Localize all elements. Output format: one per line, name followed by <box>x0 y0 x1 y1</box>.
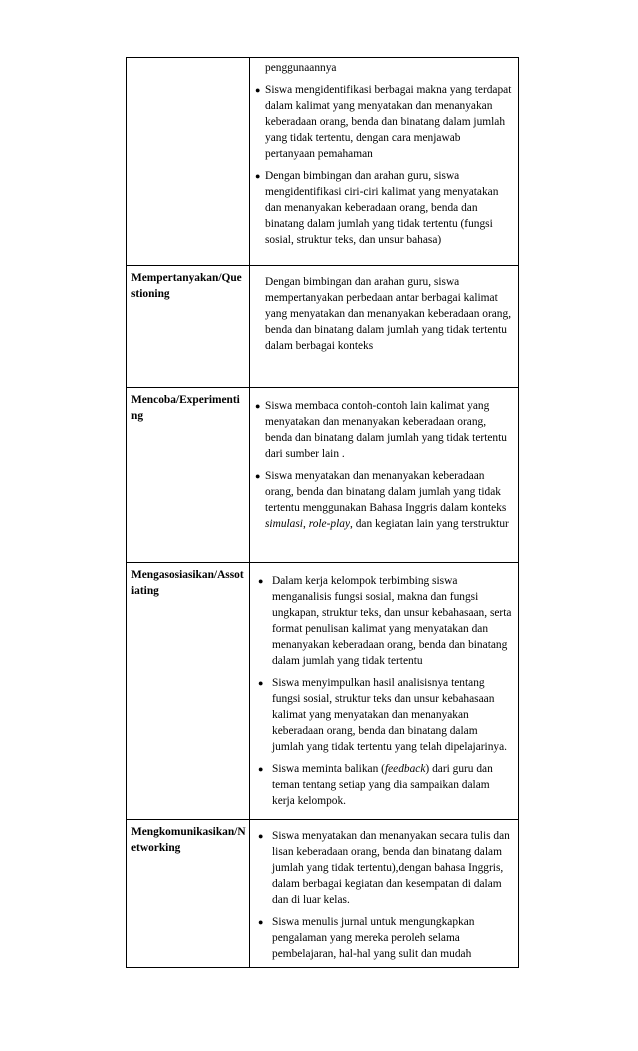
step-activities <box>250 820 518 967</box>
list-item: ● Siswa mengidentifikasi berbagai makna yang terdapat dalam kalimat yang menyatakan dan menanyakan keberadaan orang, benda dan binatang dalam jumlah yang tidak tertentu, dengan cara menjawab pertanyaan pemahaman <box>255 84 512 160</box>
table-row <box>127 388 518 563</box>
list-item: ● Dengan bimbingan dan arahan guru, siswa mengidentifikasi ciri-ciri kalimat yang menyatakan dan menanyakan keberadaan orang, benda dan binatang dalam jumlah yang tidak tertentu (fungsi sosial, struktur teks, dan unsur bahasa) <box>255 170 499 246</box>
bullet-icon: ● <box>258 764 264 774</box>
step-label: Mencoba/Experimenting <box>127 388 250 562</box>
bullet-icon: ● <box>258 576 264 586</box>
activity-text: Dengan bimbingan dan arahan guru, siswa mempertanyakan perbedaan antar berbagai kalimat yang menyatakan dan menanyakan keberadaan orang, benda dan binatang dalam jumlah yang tidak tertentu dalam berbagai konteks <box>265 276 512 352</box>
step-activities <box>250 266 518 387</box>
step-label: Mengasosiasikan/Assotiating <box>127 563 250 819</box>
bullet-icon: ● <box>255 85 261 95</box>
list-item: ● Siswa meminta balikan (feedback) dari guru dan teman tentang setiap yang dia sampaikan dalam kerja kelompok. <box>258 763 493 807</box>
bullet-icon: ● <box>258 831 264 841</box>
list-item: ● Siswa membaca contoh-contoh lain kalimat yang menyatakan dan menanyakan keberadaan orang, benda dan binatang dalam jumlah yang tidak tertentu dari sumber lain . <box>255 400 507 460</box>
italic-term: feedback <box>384 763 426 775</box>
table-row <box>127 820 518 968</box>
italic-term: role-play <box>308 518 351 530</box>
step-activities <box>250 563 518 819</box>
bullet-icon: ● <box>258 917 264 927</box>
list-item: ● Siswa menyatakan dan menanyakan keberadaan orang, benda dan binatang dalam jumlah yang tidak tertentu menggunakan Bahasa Inggris dalam konteks simulasi, role-play, dan kegiatan lain yang terstruktur <box>255 470 509 530</box>
table-row <box>127 266 518 388</box>
step-label <box>127 58 250 265</box>
step-activities <box>250 388 518 562</box>
bullet-icon: ● <box>255 401 261 411</box>
learning-steps-table <box>126 57 519 968</box>
step-label: Mengkomunikasikan/Networking <box>127 820 250 967</box>
list-item: ● Siswa menyimpulkan hasil analisisnya tentang fungsi sosial, struktur teks dan unsur kebahasaan kalimat yang menyatakan dan menanyakan keberadaan orang, benda dan binatang dalam jumlah yang tidak tertentu yang telah dipelajarinya. <box>258 677 508 753</box>
continuation-text: penggunaannya <box>265 62 337 74</box>
step-label: Mempertanyakan/Questioning <box>127 266 250 387</box>
bullet-icon: ● <box>258 678 264 688</box>
step-activities <box>250 58 518 265</box>
table-row <box>127 57 518 266</box>
bullet-icon: ● <box>255 471 261 481</box>
table-row <box>127 563 518 820</box>
italic-term: simulasi <box>265 518 303 530</box>
list-item: ● Siswa menyatakan dan menanyakan secara tulis dan lisan keberadaan orang, benda dan binatang dalam jumlah yang tidak tertentu),dengan bahasa Inggris, dalam berbagai kegiatan dan kesempatan di dalam dan di luar kelas. <box>258 830 510 906</box>
bullet-icon: ● <box>255 171 261 181</box>
list-item: ● Siswa menulis jurnal untuk mengungkapkan pengalaman yang mereka peroleh selama pembelajaran, hal-hal yang sulit dan mudah <box>258 916 475 960</box>
list-item: ● Dalam kerja kelompok terbimbing siswa menganalisis fungsi sosial, makna dan fungsi ungkapan, struktur teks, dan unsur kebahasaan, serta format penulisan kalimat yang menyatakan dan menanyakan keberadaan orang, benda dan binatang dalam jumlah yang tidak tertentu <box>258 575 512 667</box>
